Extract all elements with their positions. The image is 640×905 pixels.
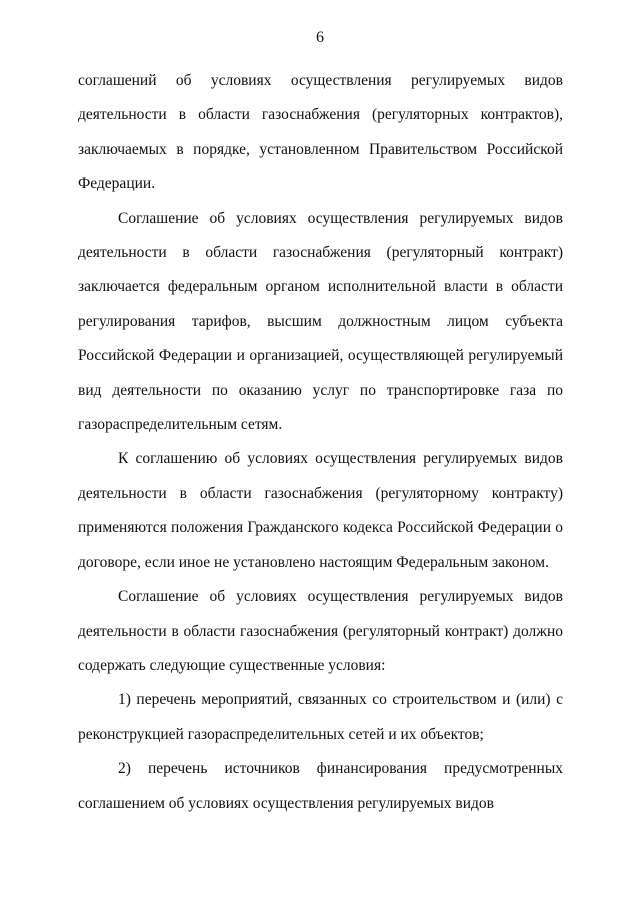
paragraph-essential-terms: Соглашение об условиях осуществления регулируемых видов деятельности в области газоснабжения (регуляторный контракт) должно содержать следующие существенные условия:	[78, 588, 563, 674]
list-item-1: 1) перечень мероприятий, связанных со строительством и (или) с реконструкцией газораспределительных сетей и их объектов;	[78, 691, 563, 743]
paragraph-contract-parties: Соглашение об условиях осуществления регулируемых видов деятельности в области газоснабжения (регуляторный контракт) заключается федеральным органом исполнительной власти в области регулирования тарифов, высшим должностным лицом субъекта Российской Федерации и организацией, осуществляющей регулируемый вид деятельности по оказанию услуг по транспортировке газа по газораспределительным сетям.	[78, 209, 563, 434]
paragraph-continuation: соглашений об условиях осуществления регулируемых видов деятельности в области газоснабжения (регуляторных контрактов), заключаемых в порядке, установленном Правительством Российской Федерации.	[78, 72, 563, 193]
document-body	[78, 64, 563, 821]
page-number: 6	[316, 29, 324, 46]
paragraph-civil-code: К соглашению об условиях осуществления регулируемых видов деятельности в области газоснабжения (регуляторному контракту) применяются положения Гражданского кодекса Российской Федерации о договоре, если иное не установлено настоящим Федеральным законом.	[78, 450, 563, 571]
list-item-2: 2) перечень источников финансирования предусмотренных соглашением об условиях осуществления регулируемых видов	[78, 760, 563, 812]
